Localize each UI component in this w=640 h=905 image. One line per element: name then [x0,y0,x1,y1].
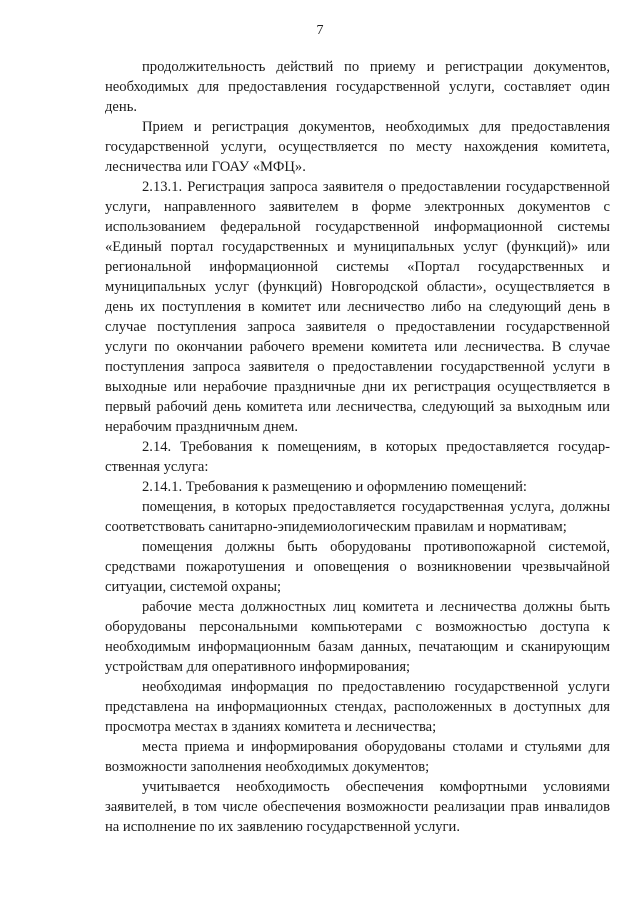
document-body [105,57,610,837]
paragraph-2-14-1-placement-requirements: 2.14.1. Требования к размещению и оформлению помещений: [142,479,527,495]
paragraph-2-14-premises-requirements: 2.14. Требования к помещениям, в которых предоставляется государственная услуга: [105,439,610,475]
paragraph-workplaces-equipment: рабочие места должностных лиц комитета и лесничества должны быть оборудованы персональными компьютерами с возможностью доступа к необходимым информационным базам данных, печатающим и сканирующим устройствам для оперативного информирования; [105,599,610,675]
page-number: 7 [316,23,324,38]
paragraph-2-13-1-electronic-registration: 2.13.1. Регистрация запроса заявителя о предоставлении государственной услуги, направленного заявителем в форме электронных документов с использованием федеральной государственной информационной системы «Единый портал государственных и муниципальных услуг (функций)» или региональной информационной системы «Портал государственных и муниципальных услуг (функций) Новгородской области», осуществляется в день их поступления в комитет или лесничество либо на следующий день в случае поступления запроса заявителя о предоставлении государственной услуги по окончании рабочего времени комитета или лесничества. В случае поступления запроса заявителя о предоставлении государственной услуги в выходные или нерабочие праздничные дни их регистрация осуществляется в первый рабочий день комитета или лесничества, следующий за выходным или нерабочим праздничным днем. [105,179,610,435]
paragraph-reception-furniture: места приема и информирования оборудованы столами и стульями для возможности заполнения необходимых документов; [105,739,610,775]
paragraph-fire-safety: помещения должны быть оборудованы противопожарной системой, средствами пожаротушения и оповещения о возникновении чрезвычайной ситуации, системой охраны; [105,539,610,595]
paragraph-accessibility: учитывается необходимость обеспечения комфортными условиями заявителей, в том числе обеспечения возможности реализации прав инвалидов на исполнение по их заявлению государственной услуги. [105,779,610,835]
paragraph-reception-location: Прием и регистрация документов, необходимых для предоставления государственной услуги, осуществляется по месту нахождения комитета, лесничества или ГОАУ «МФЦ». [105,119,610,175]
paragraph-processing-duration: продолжительность действий по приему и регистрации документов, необходимых для предоставления государственной услуги, составляет один день. [105,59,610,115]
paragraph-sanitary-rules: помещения, в которых предоставляется государственная услуга, должны соответствовать санитарно-эпидемиологическим правилам и нормативам; [105,499,610,535]
paragraph-information-stands: необходимая информация по предоставлению государственной услуги представлена на информационных стендах, расположенных в доступных для просмотра местах в зданиях комитета и лесничества; [105,679,610,735]
